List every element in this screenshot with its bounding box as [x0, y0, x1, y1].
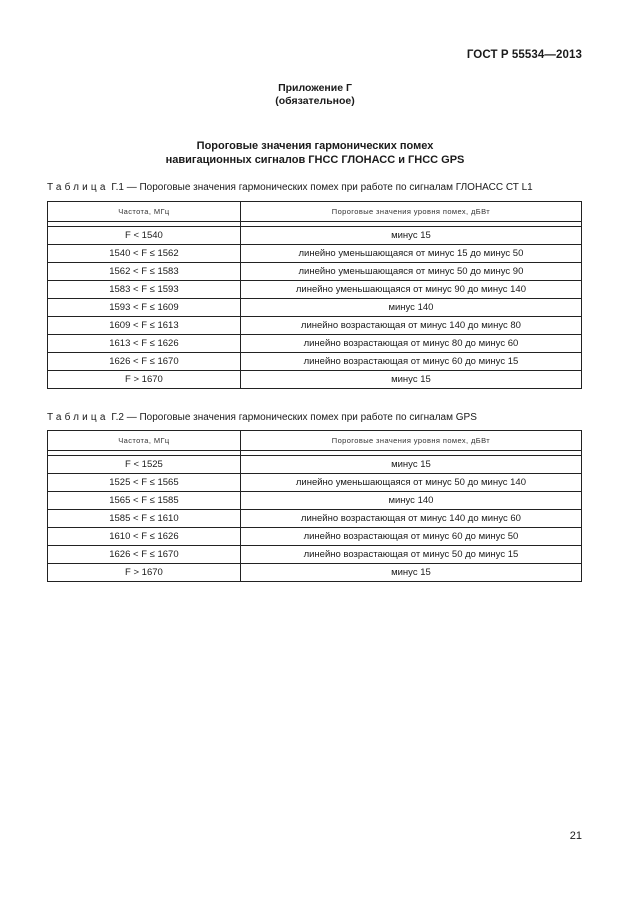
- threshold-cell: минус 15: [240, 564, 581, 582]
- frequency-cell: F < 1540: [48, 227, 241, 245]
- column-header-threshold: Пороговые значения уровня помех, дБВт: [240, 202, 581, 222]
- frequency-cell: 1626 < F ≤ 1670: [48, 546, 241, 564]
- threshold-cell: линейно возрастающая от минус 50 до минус 15: [240, 546, 581, 564]
- threshold-cell: линейно уменьшающаяся от минус 90 до минус 140: [240, 281, 581, 299]
- table-1-caption-label: Таблица: [47, 182, 109, 193]
- frequency-cell: 1609 < F ≤ 1613: [48, 317, 241, 335]
- table-1: [47, 201, 582, 389]
- table-row: [48, 281, 582, 299]
- table-row: [48, 263, 582, 281]
- threshold-cell: линейно возрастающая от минус 140 до минус 60: [240, 510, 581, 528]
- table-row: [48, 510, 582, 528]
- table-row: [48, 528, 582, 546]
- threshold-cell: минус 140: [240, 299, 581, 317]
- threshold-cell: минус 140: [240, 492, 581, 510]
- table-row: [48, 245, 582, 263]
- column-header-threshold: Пороговые значения уровня помех, дБВт: [240, 431, 581, 451]
- page-number: 21: [569, 830, 582, 842]
- table-header-row: [48, 431, 582, 451]
- table-row: [48, 227, 582, 245]
- table-row: [48, 564, 582, 582]
- frequency-cell: F > 1670: [48, 564, 241, 582]
- frequency-cell: 1585 < F ≤ 1610: [48, 510, 241, 528]
- table-2-caption-label: Таблица: [47, 412, 109, 423]
- frequency-cell: F > 1670: [48, 371, 241, 389]
- frequency-cell: 1610 < F ≤ 1626: [48, 528, 241, 546]
- table-row: [48, 456, 582, 474]
- frequency-cell: 1626 < F ≤ 1670: [48, 353, 241, 371]
- threshold-cell: минус 15: [240, 227, 581, 245]
- table-row: [48, 371, 582, 389]
- table-1-caption-text: Г.1 — Пороговые значения гармонических помех при работе по сигналам ГЛОНАСС СТ L1: [108, 182, 533, 193]
- appendix-title: Приложение Г: [278, 82, 352, 94]
- column-header-frequency: Частота, МГц: [48, 202, 241, 222]
- threshold-cell: линейно возрастающая от минус 140 до минус 80: [240, 317, 581, 335]
- table-header-row: [48, 202, 582, 222]
- frequency-cell: 1593 < F ≤ 1609: [48, 299, 241, 317]
- table-2-caption: [47, 411, 477, 424]
- frequency-cell: 1583 < F ≤ 1593: [48, 281, 241, 299]
- table-2-body: [48, 451, 582, 582]
- section-title-line-1: Пороговые значения гармонических помех: [196, 140, 434, 152]
- threshold-cell: линейно уменьшающаяся от минус 50 до минус 90: [240, 263, 581, 281]
- table-row: [48, 353, 582, 371]
- threshold-cell: линейно уменьшающаяся от минус 15 до минус 50: [240, 245, 581, 263]
- table-row: [48, 299, 582, 317]
- threshold-cell: минус 15: [240, 456, 581, 474]
- table-2-caption-text: Г.2 — Пороговые значения гармонических помех при работе по сигналам GPS: [108, 412, 477, 423]
- section-title: [0, 139, 630, 167]
- frequency-cell: 1565 < F ≤ 1585: [48, 492, 241, 510]
- frequency-cell: F < 1525: [48, 456, 241, 474]
- document-code: ГОСТ Р 55534—2013: [466, 49, 582, 61]
- table-1-body: [48, 222, 582, 389]
- threshold-cell: линейно возрастающая от минус 60 до минус 15: [240, 353, 581, 371]
- threshold-cell: линейно возрастающая от минус 60 до минус 50: [240, 528, 581, 546]
- frequency-cell: 1540 < F ≤ 1562: [48, 245, 241, 263]
- threshold-cell: линейно уменьшающаяся от минус 50 до минус 140: [240, 474, 581, 492]
- frequency-cell: 1562 < F ≤ 1583: [48, 263, 241, 281]
- table-2: [47, 430, 582, 582]
- table-row: [48, 492, 582, 510]
- table-row: [48, 474, 582, 492]
- appendix-type: (обязательное): [275, 95, 355, 107]
- table-row: [48, 546, 582, 564]
- frequency-cell: 1525 < F ≤ 1565: [48, 474, 241, 492]
- appendix-heading: [0, 82, 630, 108]
- table-1-caption: [47, 181, 533, 194]
- threshold-cell: минус 15: [240, 371, 581, 389]
- frequency-cell: 1613 < F ≤ 1626: [48, 335, 241, 353]
- section-title-line-2: навигационных сигналов ГНСС ГЛОНАСС и ГНСС GPS: [165, 154, 465, 166]
- table-row: [48, 317, 582, 335]
- threshold-cell: линейно возрастающая от минус 80 до минус 60: [240, 335, 581, 353]
- table-row: [48, 335, 582, 353]
- column-header-frequency: Частота, МГц: [48, 431, 241, 451]
